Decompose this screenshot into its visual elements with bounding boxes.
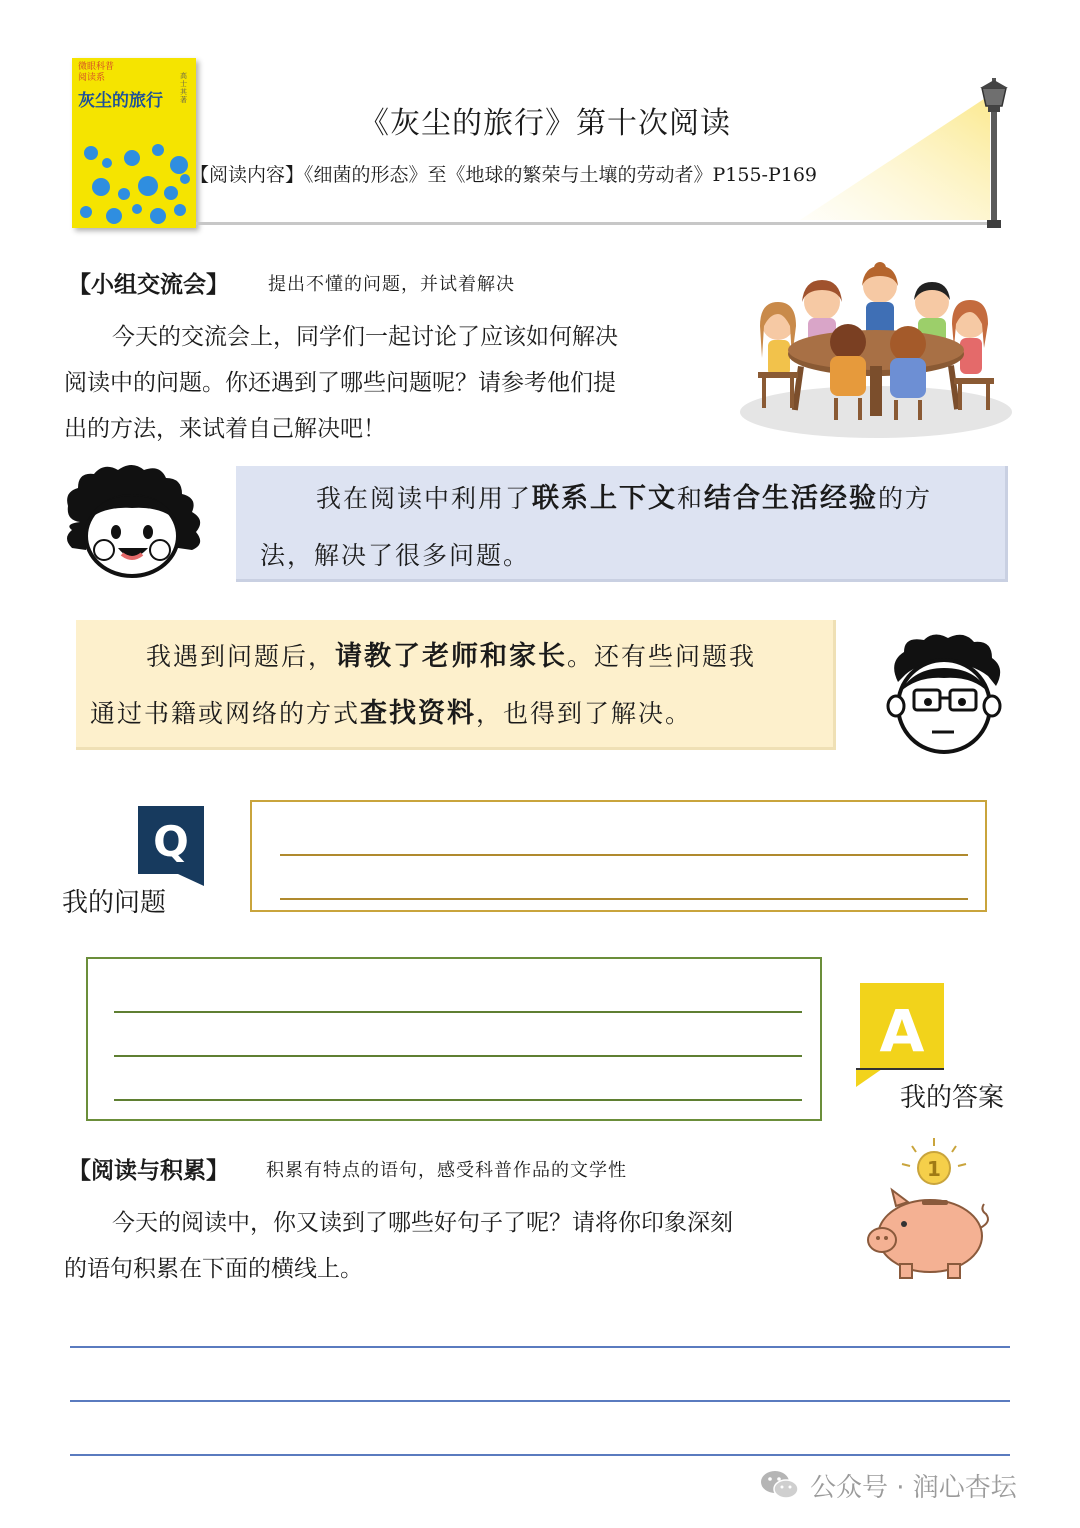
book-series-text: 微眼科普 阅读系 (78, 62, 115, 83)
a-badge-icon (856, 983, 944, 1087)
writing-line (114, 1099, 802, 1101)
answer-writing-box[interactable] (86, 957, 822, 1121)
street-lamp-icon (976, 78, 1012, 230)
question-answer-box[interactable] (250, 800, 987, 912)
bubble-text-span: ，也得到了解决。 (476, 699, 693, 728)
bubble-text-span: 我遇到问题后， (146, 642, 336, 671)
piggy-bank-icon (856, 1136, 996, 1286)
girl-bubble-text (260, 470, 1000, 584)
bubble-text-span: 的方 (878, 484, 933, 513)
group-section-heading: 【小组交流会】 (68, 272, 229, 298)
boy-bubble-text (90, 628, 830, 742)
accumulate-section-subheading: 积累有特点的语句，感受科普作品的文学性 (266, 1160, 627, 1181)
bubble-text-span: 。还有些问题我 (567, 642, 757, 671)
my-answer-label: 我的答案 (900, 1083, 1005, 1113)
paragraph-line: 今天的交流会上，同学们一起讨论了应该如何解决 (112, 324, 618, 350)
writing-line (114, 1055, 802, 1057)
paragraph-line: 的语句积累在下面的横线上。 (64, 1256, 363, 1282)
group-discussion-illustration (738, 262, 1014, 440)
bubble-text-span: 通过书籍或网络的方式 (90, 699, 361, 728)
q-badge-letter: Q (153, 817, 189, 866)
book-cover-image (72, 58, 196, 228)
writing-line (280, 854, 968, 856)
girl-face-icon (60, 462, 208, 578)
bubble-text-span: 我在阅读中利用了 (316, 484, 533, 513)
bubble-emphasis: 请教了老师和家长 (335, 641, 568, 672)
bubble-emphasis: 查找资料 (360, 698, 477, 729)
bubble-emphasis: 联系上下文 (532, 483, 678, 514)
group-section-subheading: 提出不懂的问题，并试着解决 (268, 274, 515, 295)
accumulate-section-heading: 【阅读与积累】 (68, 1158, 229, 1184)
accumulate-section-paragraph (64, 1200, 844, 1292)
boy-speech-bubble (76, 620, 836, 750)
q-badge-icon (138, 806, 204, 886)
book-cover-title: 灰尘的旅行 (78, 91, 163, 111)
reading-content-line: 【阅读内容】《细菌的形态》至《地球的繁荣与土壤的劳动者》P155-P169 (190, 164, 818, 186)
paragraph-line: 阅读中的问题。你还遇到了哪些问题呢？请参考他们提 (64, 370, 616, 396)
writing-line (70, 1454, 1010, 1456)
bubble-line (260, 470, 1000, 527)
bubble-line: 法，解决了很多问题。 (260, 541, 531, 570)
watermark-text: 公众号 · 润心杏坛 (810, 1472, 1017, 1503)
bubble-line (90, 628, 830, 685)
coin-label: 1 (927, 1157, 941, 1181)
boy-glasses-face-icon (884, 632, 1006, 756)
lamp-light-glow (800, 95, 995, 220)
bubble-line (90, 685, 830, 742)
writing-line (280, 898, 968, 900)
a-badge-letter: A (879, 997, 925, 1065)
wechat-icon (760, 1468, 800, 1502)
page-title: 《灰尘的旅行》第十次阅读 (359, 106, 731, 141)
paragraph-line: 今天的阅读中，你又读到了哪些好句子了呢？请将你印象深刻 (112, 1210, 733, 1236)
my-question-label: 我的问题 (62, 888, 167, 918)
girl-speech-bubble (236, 466, 1008, 582)
watermark (760, 1463, 1050, 1507)
book-author-text: 高士其 著 (180, 72, 187, 104)
writing-line (70, 1346, 1010, 1348)
paragraph-line: 出的方法，来试着自己解决吧！ (64, 416, 386, 442)
bubble-emphasis: 结合生活经验 (704, 483, 879, 514)
group-section-paragraph (64, 314, 704, 452)
bubble-text-span: 和 (677, 484, 705, 513)
writing-line (70, 1400, 1010, 1402)
header-divider (196, 222, 996, 225)
writing-line (114, 1011, 802, 1013)
